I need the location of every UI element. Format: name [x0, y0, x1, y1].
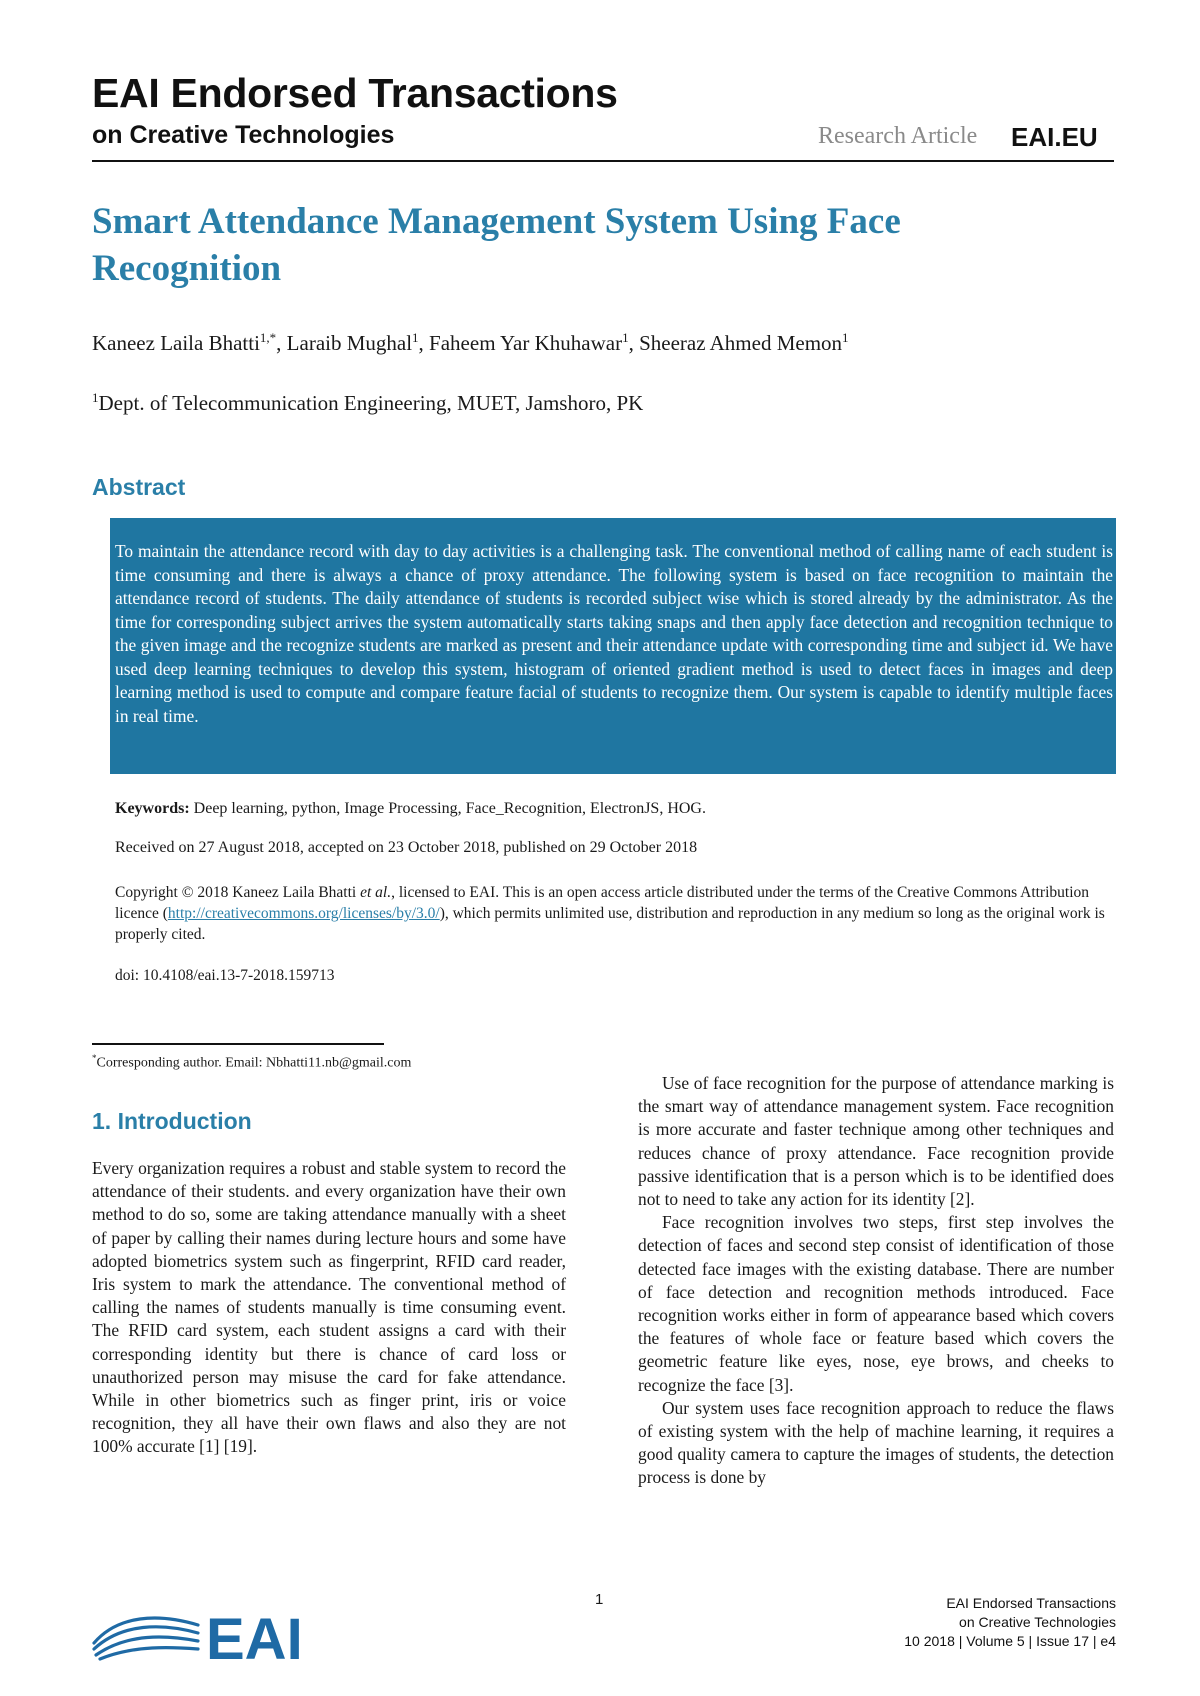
introduction-heading: 1. Introduction [92, 1108, 252, 1134]
author-name: Laraib Mughal [286, 331, 413, 355]
author-separator: , [418, 331, 430, 355]
author-affiliation-sup: 1 [412, 330, 419, 345]
author-affiliation-sup: 1 [842, 330, 849, 345]
eai-eu-logo: EAI.EU [1011, 122, 1098, 152]
footnote-divider [92, 1043, 384, 1045]
affiliation [92, 390, 643, 416]
doi: doi: 10.4108/eai.13-7-2018.159713 [115, 967, 335, 984]
author-affiliation-sup: 1 [622, 330, 629, 345]
keywords-label: Keywords: [115, 800, 190, 817]
copyright-pre: Copyright © 2018 Kaneez Laila Bhatti [115, 884, 361, 901]
footnote-text: Corresponding author. Email: Nbhatti11.nb@gmail.com [96, 1055, 412, 1071]
keywords-text: Deep learning, python, Image Processing, Face_Recognition, ElectronJS, HOG. [193, 800, 706, 817]
affiliation-text: Dept. of Telecommunication Engineering, MUET, Jamshoro, PK [98, 391, 644, 415]
author-separator: , [276, 331, 287, 355]
right-column [638, 1072, 1114, 1490]
author-name: Sheeraz Ahmed Memon [639, 331, 843, 355]
footer-line-2: on Creative Technologies [959, 1614, 1116, 1630]
footnote [92, 1053, 411, 1072]
page-number: 1 [595, 1591, 604, 1608]
body-paragraph: Face recognition involves two steps, first step involves the detection of faces and second step consist of identification of those detected face images with the existing database. There are number of face detection and recognition methods introduced. Face recognition works either in form of appearance based which covers the features of whole face or feature based which covers the geometric feature like eyes, nose, eye brows, and cheeks to recognize the face [3]. [638, 1212, 1114, 1395]
copyright-notice [115, 882, 1115, 945]
keywords [115, 800, 706, 818]
eai-logo-text: EAI [206, 1607, 303, 1665]
left-column [92, 1157, 566, 1459]
footer-line-1: EAI Endorsed Transactions [946, 1595, 1116, 1611]
affiliation-sup: 1 [92, 390, 99, 405]
paper-title: Smart Attendance Management System Using Face Recognition [92, 201, 901, 289]
journal-subtitle: on Creative Technologies [92, 121, 395, 149]
author-name: Faheem Yar Khuhawar [429, 331, 623, 355]
body-paragraph: Use of face recognition for the purpose of attendance marking is the smart way of attendance management system. Face recognition is more accurate and faster technique among other techniques and reduces chance of proxy attendance. Face recognition provide passive identification that is a person which is to be identified does not to need to take any action for its identity [2]. [638, 1073, 1114, 1210]
journal-title: EAI Endorsed Transactions [92, 70, 618, 116]
abstract-text: To maintain the attendance record with day to day activities is a challenging task. The conventional method of calling name of each student is time consuming and there is always a chance of proxy attendance. The following system is based on face recognition to maintain the attendance record of students. The daily attendance of students is recorded subject wise which is stored already by the administrator. As the time for corresponding subject arrives the system automatically starts taking snaps and then apply face detection and recognition technique to the given image and the recognize students are marked as present and their attendance update with corresponding time and subject id. We have used deep learning techniques to develop this system, histogram of oriented gradient method is used to detect faces in images and deep learning method is used to compute and compare feature facial of students to recognize them. Our system is capable to identify multiple faces in real time. [115, 541, 1113, 726]
copyright-post: ), which permits unlimited use, distribution and reproduction in any medium so long as the original work is properly cited. [115, 905, 1105, 943]
author-list [92, 330, 849, 356]
author-name: Kaneez Laila Bhatti [92, 331, 260, 355]
footnote-sup: * [92, 1053, 97, 1063]
author-separator: , [628, 331, 640, 355]
body-paragraph: Our system uses face recognition approach to reduce the flaws of existing system with the help of machine learning, it requires a good quality camera to capture the images of students, the detection process is done by [638, 1397, 1114, 1488]
abstract-heading: Abstract [92, 474, 186, 500]
author-affiliation-sup: 1,* [259, 330, 277, 345]
body-paragraph: Every organization requires a robust and stable system to record the attendance of their students. and every organization have their own method to do so, some are taking attendance manually with a sheet of paper by calling their names during lecture hours and some have adopted biometrics system such as fingerprint, RFID card reader, Iris system to mark the attendance. The conventional method of calling the names of students manually is time consuming event. The RFID card system, each student assigns a card with their corresponding identity but there is chance of card loss or unauthorized person may misuse the card for fake attendance. While in other biometrics such as finger print, iris or voice recognition, they all have their own flaws and also they are not 100% accurate [1] [19]. [92, 1158, 566, 1457]
header-divider [92, 160, 1114, 162]
received-dates: Received on 27 August 2018, accepted on 23 October 2018, published on 29 October 2018 [115, 839, 698, 856]
footer-line-3: 10 2018 | Volume 5 | Issue 17 | e4 [904, 1633, 1116, 1649]
copyright-mid: , licensed to EAI. This is an open access article distributed under the terms of the Creative Commons Attribution licence ( [115, 884, 1090, 922]
eai-logo-icon [88, 1603, 328, 1665]
license-link[interactable]: http://creativecommons.org/licenses/by/3.0/ [167, 905, 440, 922]
copyright-etal: et al. [360, 884, 392, 901]
article-type-label: Research Article [818, 123, 978, 149]
footer-journal-info [818, 1594, 1116, 1651]
